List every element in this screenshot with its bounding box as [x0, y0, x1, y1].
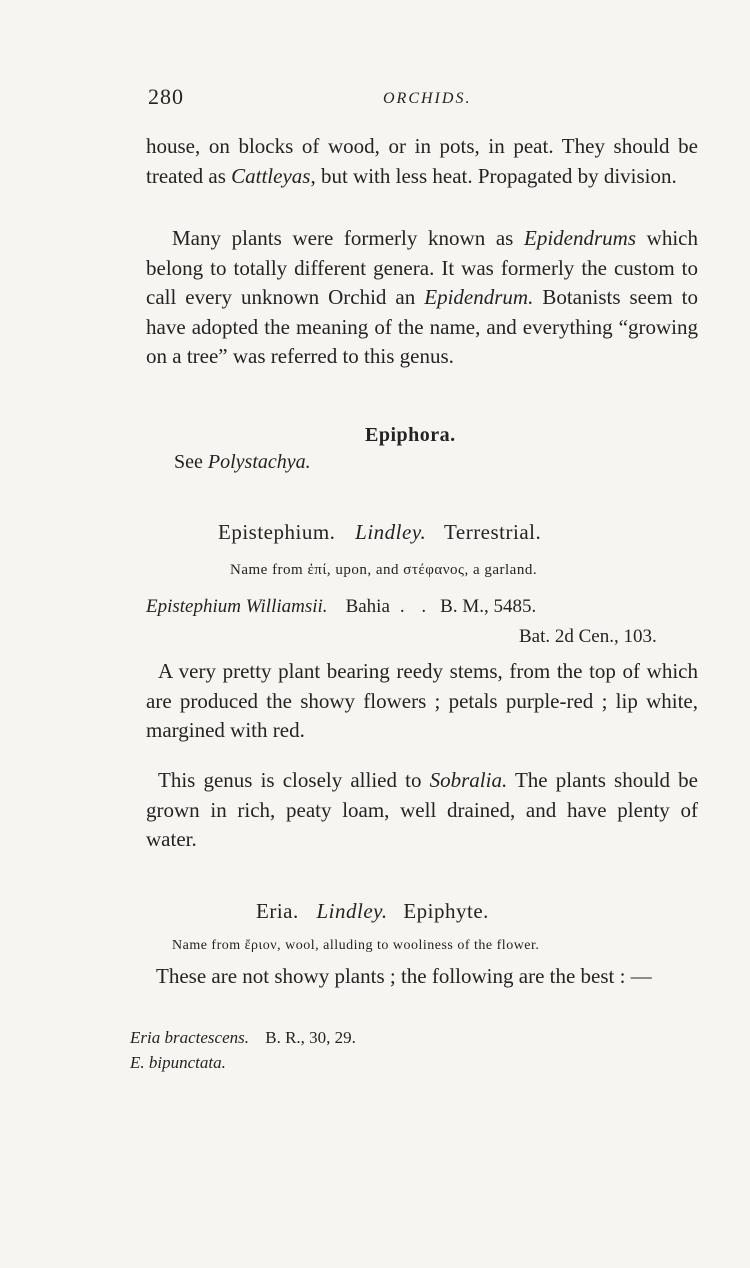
list-item: [130, 1053, 226, 1073]
citation: B. R., 30, 29.: [265, 1028, 356, 1047]
paragraph-epidendrum-note: [146, 224, 698, 372]
citation-secondary: Bat. 2d Cen., 103.: [519, 626, 657, 647]
cross-reference: [174, 451, 311, 474]
italic-text: Epidendrum.: [424, 285, 534, 309]
see-label: See: [174, 451, 208, 473]
genus-name: Epistephium.: [218, 520, 336, 544]
paragraph-description: A very pretty plant bearing reedy stems, from the top of which are produced the showy flowers ; petals purple-red ; lip white, margined with red.: [146, 659, 698, 742]
paragraph-eria-intro: These are not showy plants ; the following are the best : —: [156, 964, 652, 988]
text-run: house, on blocks of wood, or in pots, in peat. They should be treated as: [146, 134, 698, 188]
paragraph-culture: [146, 766, 698, 855]
running-title: ORCHIDS.: [383, 90, 472, 107]
genus-name: Eria.: [256, 899, 299, 923]
text-run: , but with less heat. Propagated by division.: [310, 163, 677, 188]
authority: Lindley.: [316, 899, 388, 923]
list-item: [130, 1028, 356, 1048]
species-name: E. bipunctata.: [130, 1053, 226, 1072]
text-run: which belong to totally different genera. It was formerly the custom to call every unknown Orchid an: [146, 226, 698, 309]
text-run: Botanists seem to have adopted the meaning of the name, and everything “growing on a tree” was referred to this genus.: [146, 285, 698, 368]
text-run: This genus is closely allied to: [158, 768, 430, 792]
leader-dots: . .: [399, 596, 433, 617]
italic-text: Epidendrums: [524, 226, 637, 250]
species-name: Eria bractescens.: [130, 1028, 249, 1047]
see-target: Polystachya.: [207, 451, 311, 473]
species-name: Epistephium Williamsii.: [146, 596, 328, 617]
etymology: Name from ἐπί, upon, and στέφανος, a garland.: [230, 562, 538, 578]
etymology: Name from ἔριον, wool, alluding to wooliness of the flower.: [172, 938, 540, 953]
italic-text: Sobralia.: [429, 768, 508, 792]
page-number: 280: [148, 84, 184, 109]
genus-heading-epistephium: [218, 520, 541, 545]
species-reference: [146, 596, 536, 618]
text-run: The plants should be grown in rich, peaty loam, well drained, and have plenty of water.: [146, 768, 698, 851]
paragraph-continuation: [146, 132, 698, 191]
genus-heading-epiphora: Epiphora.: [365, 424, 456, 446]
text-run: Many plants were formerly known as: [172, 226, 525, 250]
habit: Terrestrial.: [444, 520, 542, 544]
authority: Lindley.: [355, 520, 427, 544]
genus-heading-eria: [256, 899, 489, 924]
italic-text: Cattleyas: [231, 163, 311, 188]
locality: Bahia: [345, 596, 390, 617]
citation: B. M., 5485.: [440, 596, 537, 617]
habit: Epiphyte.: [403, 899, 489, 923]
